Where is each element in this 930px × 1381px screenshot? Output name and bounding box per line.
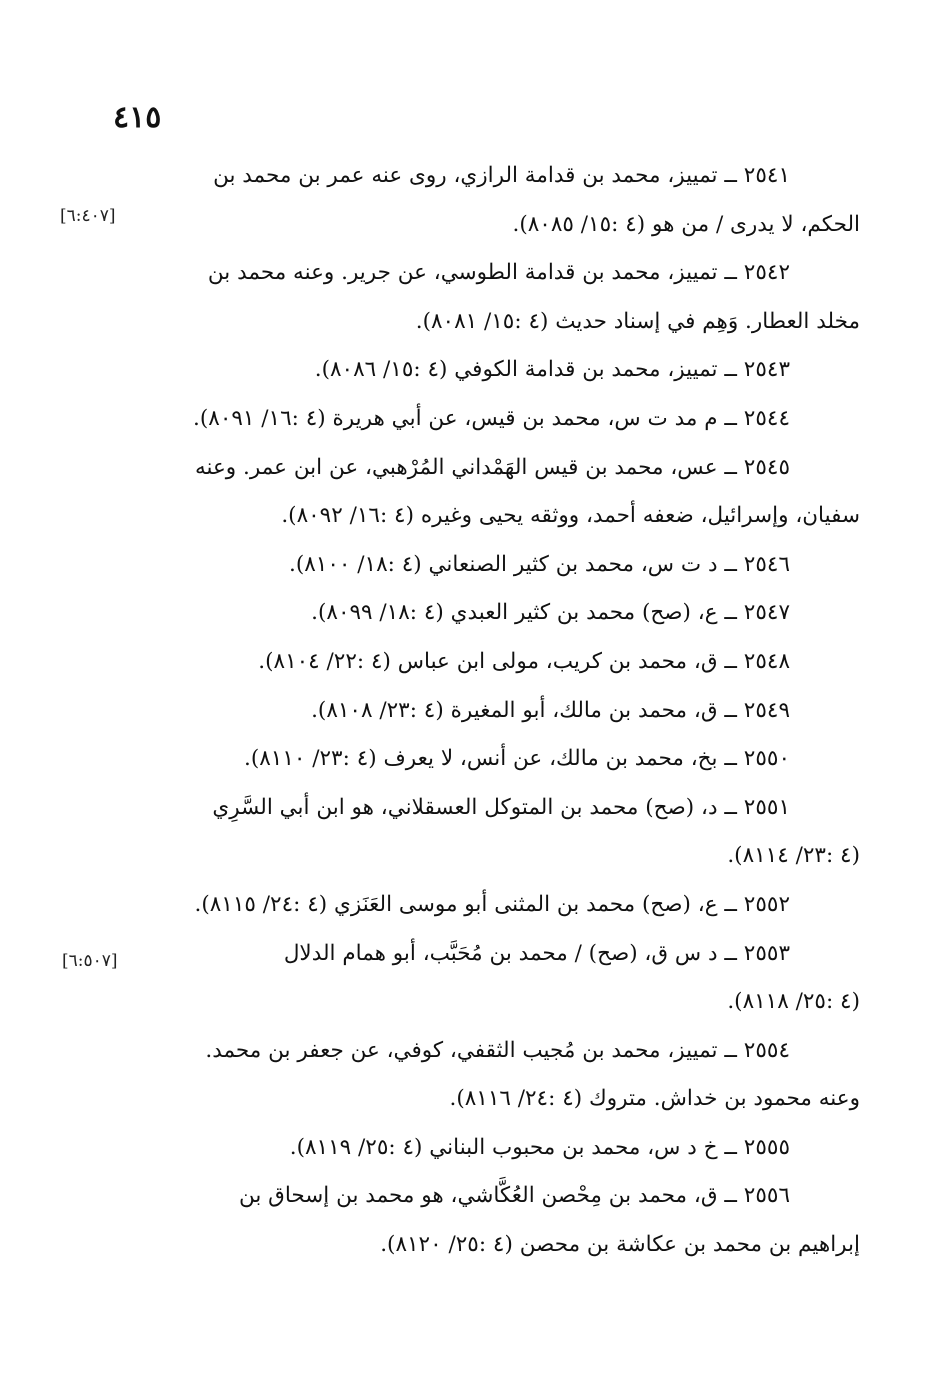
entry-line: مخلد العطار. وَهِم في إسناد حديث (٤ :١٥/ ٨٠٨١). [415, 308, 860, 334]
entry [130, 881, 790, 930]
entry [130, 346, 790, 395]
entry [130, 687, 790, 736]
entry-line: ٢٥٤٥ ــ عس، محمد بن قيس الهَمْداني المُرْهبي، عن ابن عمر. وعنه [194, 454, 790, 480]
entry [130, 638, 790, 687]
entry-line: ٢٥٤١ ــ تمييز، محمد بن قدامة الرازي، روى عنه عمر بن محمد بن [213, 163, 790, 188]
margin-reference: [٦:٥٠٧] [62, 951, 118, 971]
entry-line: ٢٥٤٩ ــ ق، محمد بن مالك، أبو المغيرة (٤ :٢٣/ ٨١٠٨). [311, 697, 790, 723]
entry-line: ٢٥٥٠ ــ بخ، محمد بن مالك، عن أنس، لا يعرف (٤ :٢٣/ ٨١١٠). [243, 746, 790, 772]
entry-line: ٢٥٥٣ ــ د س ق، (صح) / محمد بن مُحَبَّب، أبو همام الدلال [283, 940, 790, 966]
entry-line: الحكم، لا يدرى / من هو (٤ :١٥/ ٨٠٨٥). [512, 211, 860, 237]
entry-line: ٢٥٥٦ ــ ق، محمد بن مِحْصن العُكَّاشي، هو محمد بن إسحاق بن [238, 1183, 790, 1209]
page-number: ٤١٥ [113, 100, 162, 135]
entry [130, 735, 790, 784]
entry-line: ٢٥٤٨ ــ ق، محمد بن كريب، مولى ابن عباس (٤ :٢٢/ ٨١٠٤). [258, 648, 790, 674]
entry-line: ٢٥٤٧ ــ ع، (صح) محمد بن كثير العبدي (٤ :١٨/ ٨٠٩٩). [311, 600, 790, 626]
entry-line: ٢٥٤٢ ــ تمييز، محمد بن قدامة الطوسي، عن جرير. وعنه محمد بن [207, 260, 790, 286]
entry-line: ٢٥٤٤ ــ م مد ت س، محمد بن قيس، عن أبي هريرة (٤ :١٦/ ٨٠٩١). [193, 405, 790, 431]
entry-line: ٢٥٥٥ ــ خ د س، محمد بن محبوب البناني (٤ :٢٥/ ٨١١٩). [289, 1134, 790, 1160]
entry [130, 589, 790, 638]
entry [130, 541, 790, 590]
entry [130, 930, 860, 1027]
margin-reference: [٦:٤٠٧] [60, 206, 116, 226]
entry [130, 444, 860, 541]
entry [130, 152, 860, 249]
entry-line: (٤ :٢٣/ ٨١١٤). [727, 843, 860, 869]
entry [130, 784, 860, 881]
entry-line: وعنه محمود بن خداش. متروك (٤ :٢٤/ ٨١١٦). [449, 1086, 860, 1112]
entry-line: ٢٥٤٣ ــ تمييز، محمد بن قدامة الكوفي (٤ :١٥/ ٨٠٨٦). [314, 357, 790, 383]
entry [130, 1172, 860, 1269]
entry [130, 1027, 860, 1124]
entry-line: ٢٥٥٤ ــ تمييز، محمد بن مُجيب الثقفي، كوفي، عن جعفر بن محمد. [205, 1037, 790, 1063]
entries-list [130, 152, 860, 1270]
entry [130, 395, 790, 444]
entry-line: إبراهيم بن محمد بن عكاشة بن محصن (٤ :٢٥/ ٨١٢٠). [380, 1232, 860, 1258]
entry [130, 249, 860, 346]
entry-line: ٢٥٥٢ ــ ع، (صح) محمد بن المثنى أبو موسى العَنَزي (٤ :٢٤/ ٨١١٥). [194, 891, 790, 917]
entry-line: سفيان، وإسرائيل، ضعفه أحمد، ووثقه يحيى وغيره (٤ :١٦/ ٨٠٩٢). [281, 503, 860, 529]
entry-line: ٢٥٥١ ــ د، (صح) محمد بن المتوكل العسقلاني، هو ابن أبي السَّرِي [212, 794, 790, 820]
entry-line: ٢٥٤٦ ــ د ت س، محمد بن كثير الصنعاني (٤ :١٨/ ٨١٠٠). [289, 551, 790, 577]
entry-line: (٤ :٢٥/ ٨١١٨). [727, 989, 860, 1015]
entry [130, 1124, 790, 1173]
